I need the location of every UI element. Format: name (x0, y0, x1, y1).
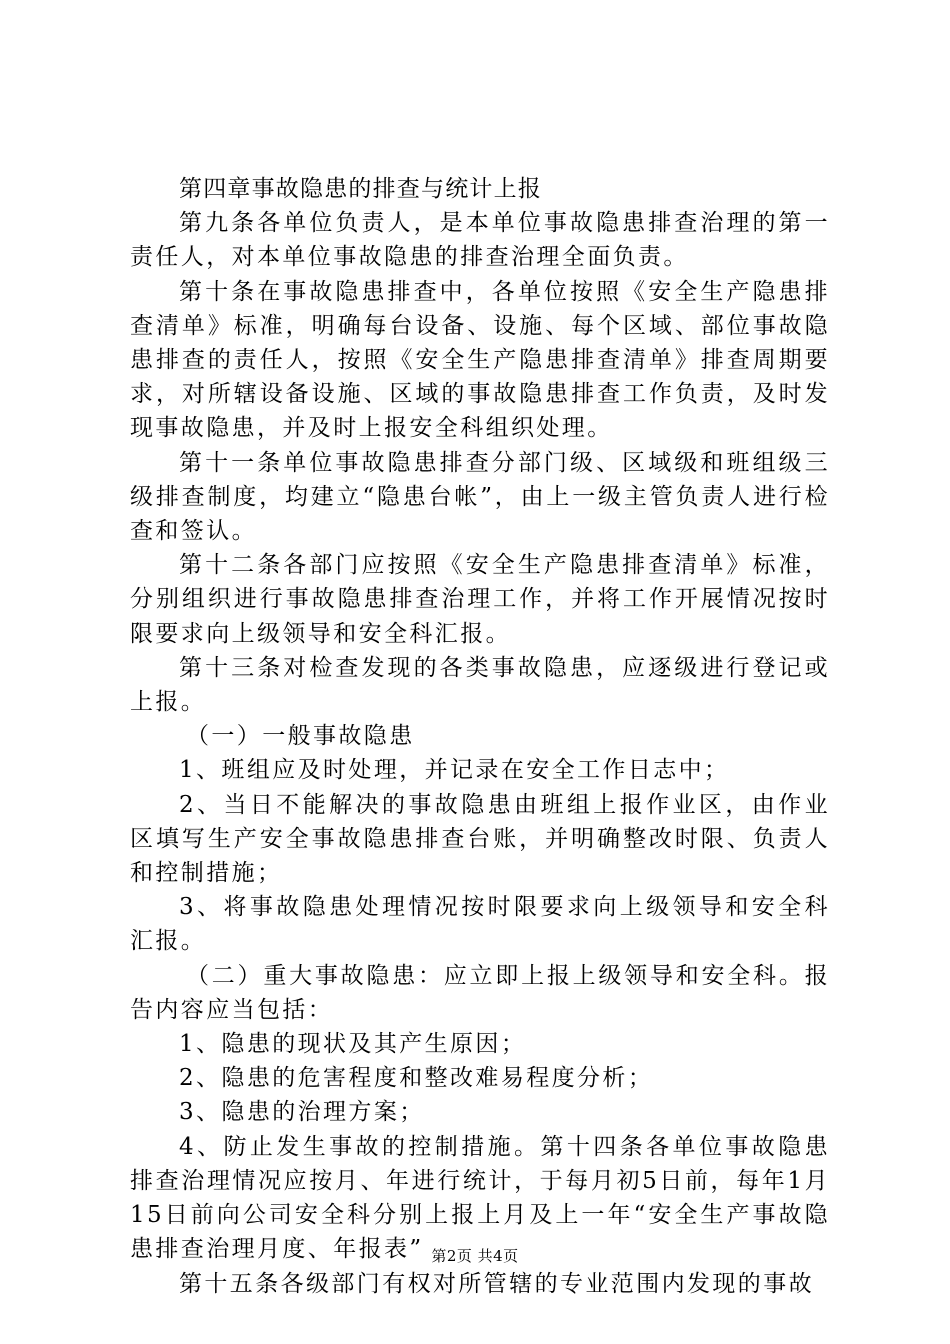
article-13: 第十三条对检查发现的各类事故隐患，应逐级进行登记或上报。 (130, 654, 830, 716)
chapter-heading: 第四章事故隐患的排查与统计上报 (179, 176, 542, 202)
page-number: 第2页 共4页 (431, 1247, 519, 1265)
list-item-1: 1、班组应及时处理，并记录在安全工作日志中； (179, 757, 730, 784)
article-12: 第十二条各部门应按照《安全生产隐患排查清单》标准，分别组织进行事故隐患排查治理工作，并将工作开展情况按时限要求向上级领导和安全科汇报。 (130, 552, 830, 647)
list-item-major-3: 3、隐患的治理方案； (179, 1099, 425, 1126)
list-item-major-1: 1、隐患的现状及其产生原因； (179, 1031, 527, 1058)
article-11: 第十一条单位事故隐患排查分部门级、区域级和班组级三级排查制度，均建立“隐患台帐”，由上一级主管负责人进行检查和签认。 (130, 449, 830, 545)
article-15: 第十五条各级部门有权对所管辖的专业范围内发现的事故 (179, 1270, 814, 1297)
list-item-major-4-and-article-14: 4、防止发生事故的控制措施。第十四条各单位事故隐患排查治理情况应按月、年进行统计，于每月初5日前，每年1月15日前向公司安全科分别上报上月及上一年“安全生产事故隐患排查治理月度、年报表” (130, 1133, 830, 1263)
article-9: 第九条各单位负责人，是本单位事故隐患排查治理的第一责任人，对本单位事故隐患的排查治理全面负责。 (130, 210, 830, 271)
subsection-general-hazards: （一）一般事故隐患 (186, 723, 415, 750)
article-10: 第十条在事故隐患排查中，各单位按照《安全生产隐患排查清单》标准，明确每台设备、设施、每个区域、部位事故隐患排查的责任人，按照《安全生产隐患排查清单》排查周期要求，对所辖设备设施、区域的事故隐患排查工作负责，及时发现事故隐患，并及时上报安全科组织处理。 (130, 278, 830, 442)
list-item-2: 2、当日不能解决的事故隐患由班组上报作业区，由作业区填写生产安全事故隐患排查台账，并明确整改时限、负责人和控制措施； (130, 791, 830, 887)
subsection-major-hazards: （二）重大事故隐患：应立即上报上级领导和安全科。报告内容应当包括： (130, 962, 830, 1023)
list-item-major-2: 2、隐患的危害程度和整改难易程度分析； (179, 1065, 654, 1092)
document-body (130, 172, 830, 1301)
list-item-3: 3、将事故隐患处理情况按时限要求向上级领导和安全科汇报。 (130, 894, 830, 955)
